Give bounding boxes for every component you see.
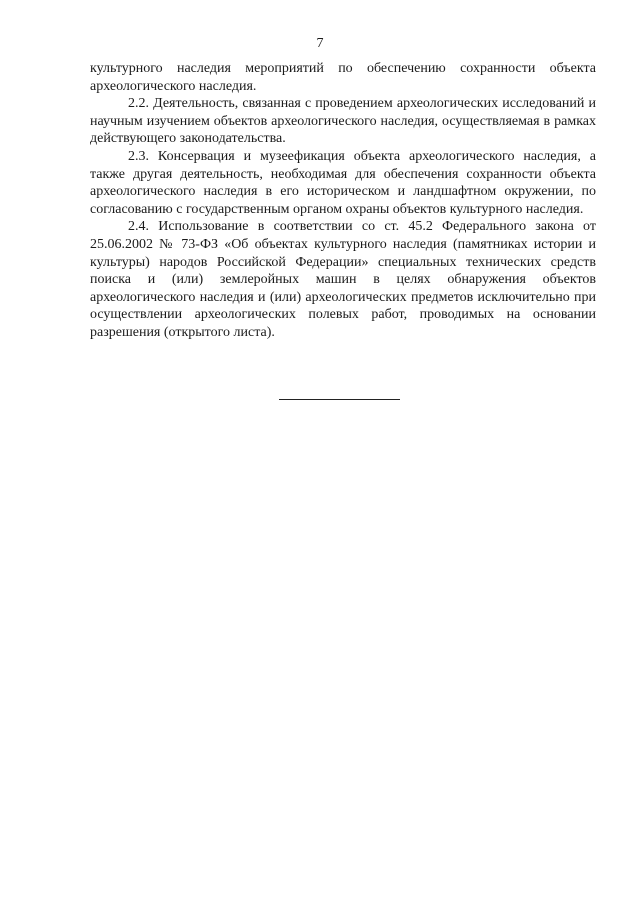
end-separator-line: [279, 399, 400, 400]
document-body: [90, 60, 596, 342]
paragraph-2-3: 2.3. Консервация и музеефикация объекта археологического наследия, а также другая деятельность, необходимая для обеспечения сохранности объекта археологического наследия в его историческом и ландшафтном окружении, по согласованию с государственным органом охраны объектов культурного наследия.: [90, 148, 596, 217]
paragraph-continuation: культурного наследия мероприятий по обеспечению сохранности объекта археологического наследия.: [90, 61, 596, 94]
paragraph-2-4: 2.4. Использование в соответствии со ст. 45.2 Федерального закона от 25.06.2002 № 73-ФЗ «Об объектах культурного наследия (памятниках истории и культуры) народов Российской Федерации» специальных технических средств поиска и (или) землеройных машин в целях обнаружения объектов археологического наследия и (или) археологических предметов исключительно при осуществлении археологических полевых работ, проводимых на основании разрешения (открытого листа).: [90, 219, 596, 340]
paragraph-2-2: 2.2. Деятельность, связанная с проведением археологических исследований и научным изучением объектов археологического наследия, осуществляемая в рамках действующего законодательства.: [90, 96, 596, 147]
page-number: 7: [316, 36, 324, 51]
